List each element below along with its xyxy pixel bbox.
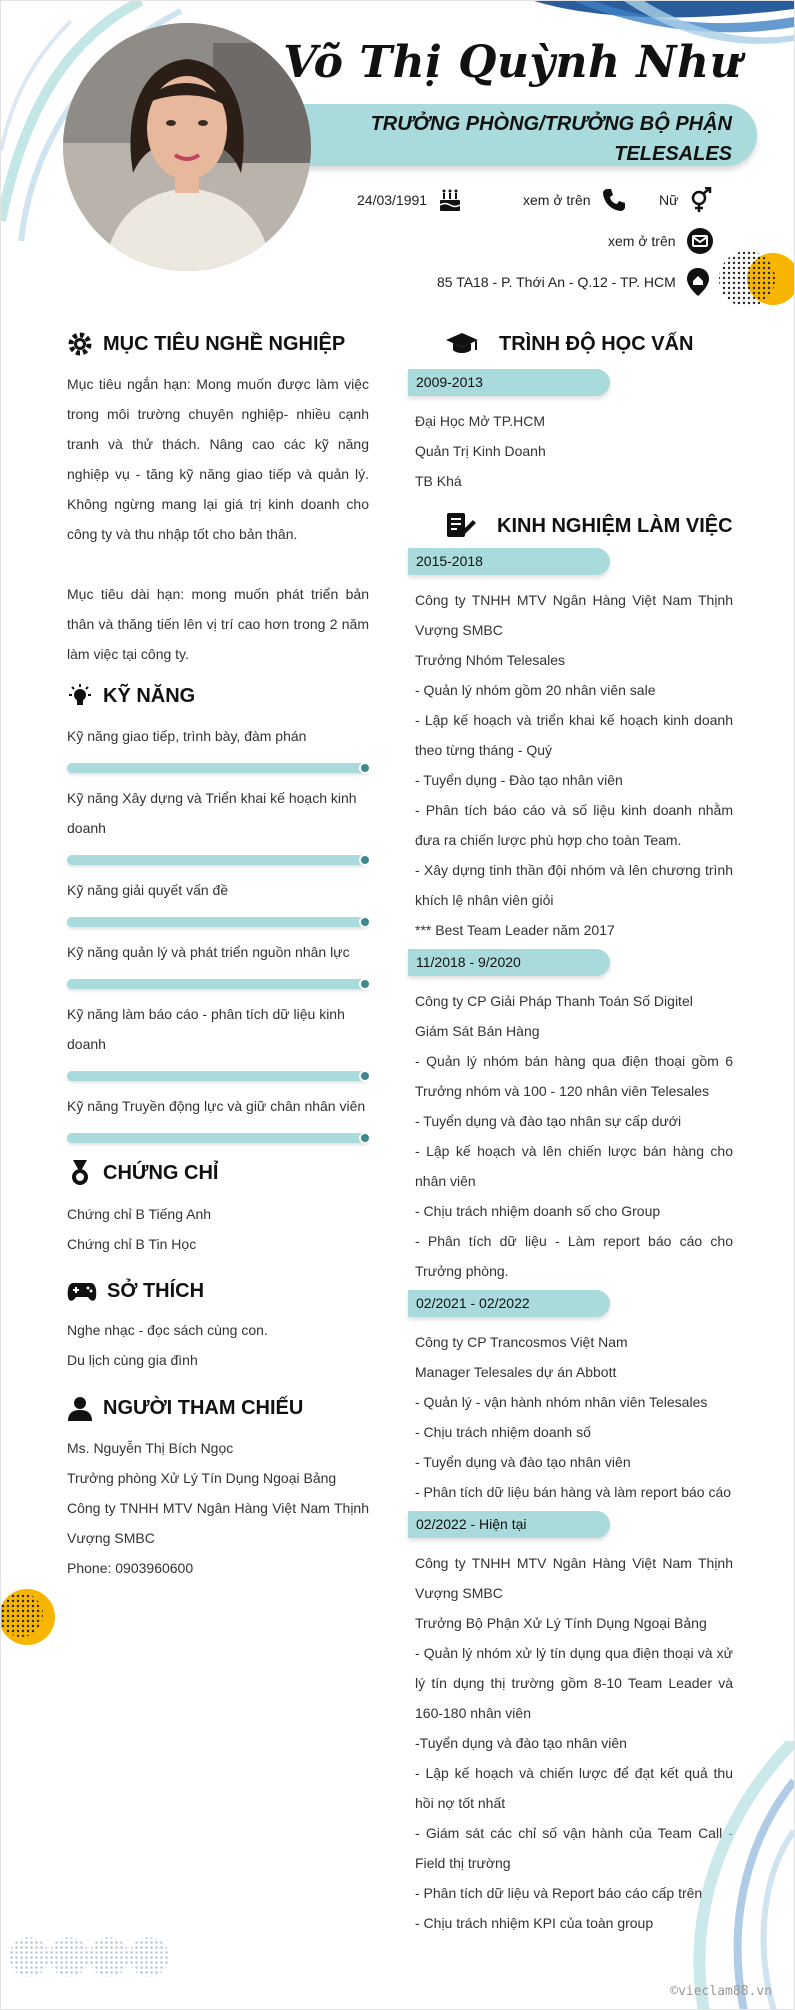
- skill-level-marker: [359, 854, 371, 866]
- graduation-cap-icon: [445, 331, 479, 357]
- job-duty: - Tuyển dụng và đào tạo nhân viên: [415, 1454, 631, 1470]
- phone-text: xem ở trên: [523, 192, 591, 208]
- gear-icon: [67, 331, 93, 357]
- gender-icon: [688, 187, 714, 213]
- birthday-cake-icon: [437, 187, 463, 213]
- skill-level-fill: [67, 1071, 369, 1081]
- medal-icon: [67, 1159, 93, 1187]
- job-period: 11/2018 - 9/2020: [408, 949, 610, 976]
- job-duty: -Tuyển dụng và đào tạo nhân viên: [415, 1735, 627, 1751]
- job-period: 02/2022 - Hiện tại: [408, 1511, 610, 1538]
- skill-level-marker: [359, 916, 371, 928]
- phone-info: [523, 187, 627, 213]
- skill-level-fill: [67, 763, 369, 773]
- skill-level-bar: [67, 1071, 369, 1081]
- job-duty: - Quản lý - vận hành nhóm nhân viên Telesales: [415, 1394, 708, 1410]
- education-school: Đại Học Mở TP.HCM: [415, 413, 546, 429]
- decorative-dots-right: [717, 251, 795, 311]
- hobbies-heading: [67, 1279, 369, 1303]
- job-company: Công ty TNHH MTV Ngân Hàng Việt Nam Thịnh Vượng SMBC: [415, 592, 733, 638]
- job-duty: - Xây dựng tinh thần đội nhóm và lên chương trình khích lệ nhân viên giỏi: [415, 862, 733, 908]
- job-duty: - Lập kế hoạch và chiến lược để đạt kết quả thu hồi nợ tốt nhất: [415, 1765, 733, 1811]
- job-duty: - Quản lý nhóm xử lý tín dụng qua điện thoại và xử lý tín dụng thị trường gồm 8-10 Team Leader và 160-180 nhân viên: [415, 1645, 733, 1721]
- job-duty: - Chịu trách nhiệm KPI của toàn group: [415, 1915, 654, 1931]
- education-heading: [445, 331, 733, 357]
- skill-label: Kỹ năng giao tiếp, trình bày, đàm phán: [67, 728, 307, 744]
- skill-level-bar: [67, 917, 369, 927]
- lightbulb-icon: [67, 683, 93, 709]
- skill-level-marker: [359, 762, 371, 774]
- experience-heading: [445, 512, 733, 540]
- skill-label: Kỹ năng Xây dựng và Triển khai kế hoạch kinh doanh: [67, 790, 357, 836]
- objective-heading-text: MỤC TIÊU NGHỀ NGHIỆP: [103, 332, 346, 355]
- job-period: 02/2021 - 02/2022: [408, 1290, 610, 1317]
- job-title: TRƯỞNG PHÒNG/TRƯỞNG BỘ PHẬN TELESALES: [370, 113, 732, 165]
- certificate-item: Chứng chỉ B Tin Học: [67, 1236, 197, 1252]
- job-role: Trưởng Nhóm Telesales: [415, 652, 566, 668]
- hobby-item: Nghe nhạc - đọc sách cùng con.: [67, 1322, 268, 1338]
- education-grade: TB Khá: [415, 473, 462, 489]
- education-period: 2009-2013: [408, 369, 610, 396]
- address-info: [437, 267, 710, 297]
- skill-label: Kỹ năng Truyền động lực và giữ chân nhân viên: [67, 1098, 366, 1114]
- skill-level-bar: [67, 763, 369, 773]
- job-duty: - Tuyển dụng - Đào tạo nhân viên: [415, 772, 623, 788]
- job-duty: - Giám sát các chỉ số vận hành của Team Call - Field thị trường: [415, 1825, 733, 1871]
- gender-info: [659, 187, 714, 213]
- reference-heading: [67, 1395, 369, 1421]
- experience-list: [415, 548, 733, 1938]
- birthday-text: 24/03/1991: [357, 192, 428, 208]
- skill-level-fill: [67, 917, 369, 927]
- job-duty: - Phân tích dữ liệu bán hàng và làm report báo cáo: [415, 1484, 732, 1500]
- skill-level-bar: [67, 855, 369, 865]
- hobby-item: Du lịch cùng gia đình: [67, 1352, 198, 1368]
- skill-label: Kỹ năng quản lý và phát triển nguồn nhân lực: [67, 944, 350, 960]
- skill-level-marker: [359, 1070, 371, 1082]
- skills-list: [67, 721, 369, 1143]
- reference-name: Ms. Nguyễn Thị Bích Ngọc: [67, 1440, 234, 1456]
- skill-label: Kỹ năng làm báo cáo - phân tích dữ liệu kinh doanh: [67, 1006, 345, 1052]
- document-edit-icon: [445, 512, 477, 540]
- skill-level-bar: [67, 1133, 369, 1143]
- job-duty: - Lập kế hoạch và lên chiến lược bán hàng cho nhân viên: [415, 1143, 733, 1189]
- reference-phone: Phone: 0903960600: [67, 1560, 194, 1576]
- skill-level-marker: [359, 1132, 371, 1144]
- birthday-info: [357, 187, 463, 213]
- job-duty: - Tuyển dụng và đào tạo nhân sự cấp dưới: [415, 1113, 682, 1129]
- skills-heading-text: KỸ NĂNG: [103, 684, 196, 707]
- address-text: 85 TA18 - P. Thới An - Q.12 - TP. HCM: [437, 274, 676, 290]
- objective-heading: [67, 331, 369, 357]
- gender-text: Nữ: [659, 192, 679, 208]
- job-duty: - Phân tích dữ liệu và Report báo cáo cấp trên: [415, 1885, 703, 1901]
- objective-long-term: Mục tiêu dài hạn: mong muốn phát triển bản thân và thăng tiến lên vị trí cao hơn trong 2 năm làm việc tại công ty.: [67, 586, 369, 662]
- email-info: [608, 227, 714, 255]
- left-column: [67, 331, 369, 1583]
- skill-label: Kỹ năng giải quyết vấn đề: [67, 882, 229, 898]
- objective-short-term: Mục tiêu ngắn hạn: Mong muốn được làm việc trong môi trường chuyên nghiệp- nhiều cạnh tranh và thử thách. Nâng cao các kỹ năng nghiệp vụ - tăng kỹ năng giao tiếp và quản lý. Không ngừng mang lại giá trị kinh doanh cho công ty và thu nhập tốt cho bản thân.: [67, 376, 369, 542]
- job-duty: - Phân tích báo cáo và số liệu kinh doanh nhằm đưa ra chiến lược phù hợp cho toàn Team.: [415, 802, 733, 848]
- hobbies-heading-text: SỞ THÍCH: [107, 1279, 205, 1302]
- email-icon: [686, 227, 714, 255]
- certificates-heading-text: CHỨNG CHỈ: [103, 1161, 219, 1184]
- job-company: Công ty CP Trancosmos Việt Nam: [415, 1334, 628, 1350]
- decorative-curves-bottom-right: [644, 1741, 794, 2010]
- decorative-dotted-circles: [9, 1935, 179, 1979]
- job-duty: - Phân tích dữ liệu - Làm report báo cáo cho Trưởng phòng.: [415, 1233, 733, 1279]
- job-role: Manager Telesales dự án Abbott: [415, 1364, 617, 1380]
- job-role: Trưởng Bộ Phận Xử Lý Tính Dụng Ngoại Bảng: [415, 1615, 707, 1631]
- right-column: [415, 331, 733, 1938]
- education-heading-text: TRÌNH ĐỘ HỌC VẤN: [499, 332, 694, 355]
- job-company: Công ty TNHH MTV Ngân Hàng Việt Nam Thịnh Vượng SMBC: [415, 1555, 733, 1601]
- person-icon: [67, 1395, 93, 1421]
- skill-level-bar: [67, 979, 369, 989]
- experience-heading-text: KINH NGHIỆM LÀM VIỆC: [497, 514, 733, 537]
- watermark: ©vieclam88.vn: [670, 1984, 772, 1999]
- certificate-item: Chứng chỉ B Tiếng Anh: [67, 1206, 212, 1222]
- location-pin-icon: [686, 267, 710, 297]
- skill-level-fill: [67, 979, 369, 989]
- job-duty: - Chịu trách nhiệm doanh số cho Group: [415, 1203, 661, 1219]
- job-duty: - Quản lý nhóm gồm 20 nhân viên sale: [415, 682, 656, 698]
- phone-icon: [601, 187, 627, 213]
- profile-photo: [63, 23, 311, 271]
- job-duty: - Lập kế hoạch và triển khai kế hoạch kinh doanh theo từng tháng - Quý: [415, 712, 733, 758]
- candidate-name: Võ Thị Quỳnh Như: [283, 37, 742, 88]
- skill-level-marker: [359, 978, 371, 990]
- job-duty: - Chịu trách nhiệm doanh số: [415, 1424, 591, 1440]
- job-duty: - Quản lý nhóm bán hàng qua điện thoại gồm 6 Trưởng nhóm và 100 - 120 nhân viên Telesales: [415, 1053, 733, 1099]
- skills-heading: [67, 683, 369, 709]
- gamepad-icon: [67, 1279, 97, 1303]
- job-company: Công ty CP Giải Pháp Thanh Toán Số Digitel: [415, 993, 693, 1009]
- email-text: xem ở trên: [608, 233, 676, 249]
- decorative-dots-left: [1, 1589, 61, 1649]
- skill-level-fill: [67, 855, 369, 865]
- certificates-heading: [67, 1159, 369, 1187]
- job-role: Giám Sát Bán Hàng: [415, 1023, 540, 1039]
- education-major: Quản Trị Kinh Doanh: [415, 443, 546, 459]
- reference-company: Công ty TNHH MTV Ngân Hàng Việt Nam Thịnh Vượng SMBC: [67, 1500, 369, 1546]
- reference-heading-text: NGƯỜI THAM CHIẾU: [103, 1396, 304, 1419]
- skill-level-fill: [67, 1133, 369, 1143]
- reference-position: Trưởng phòng Xử Lý Tín Dụng Ngoại Bảng: [67, 1470, 337, 1486]
- job-period: 2015-2018: [408, 548, 610, 575]
- job-duty: *** Best Team Leader năm 2017: [415, 922, 615, 938]
